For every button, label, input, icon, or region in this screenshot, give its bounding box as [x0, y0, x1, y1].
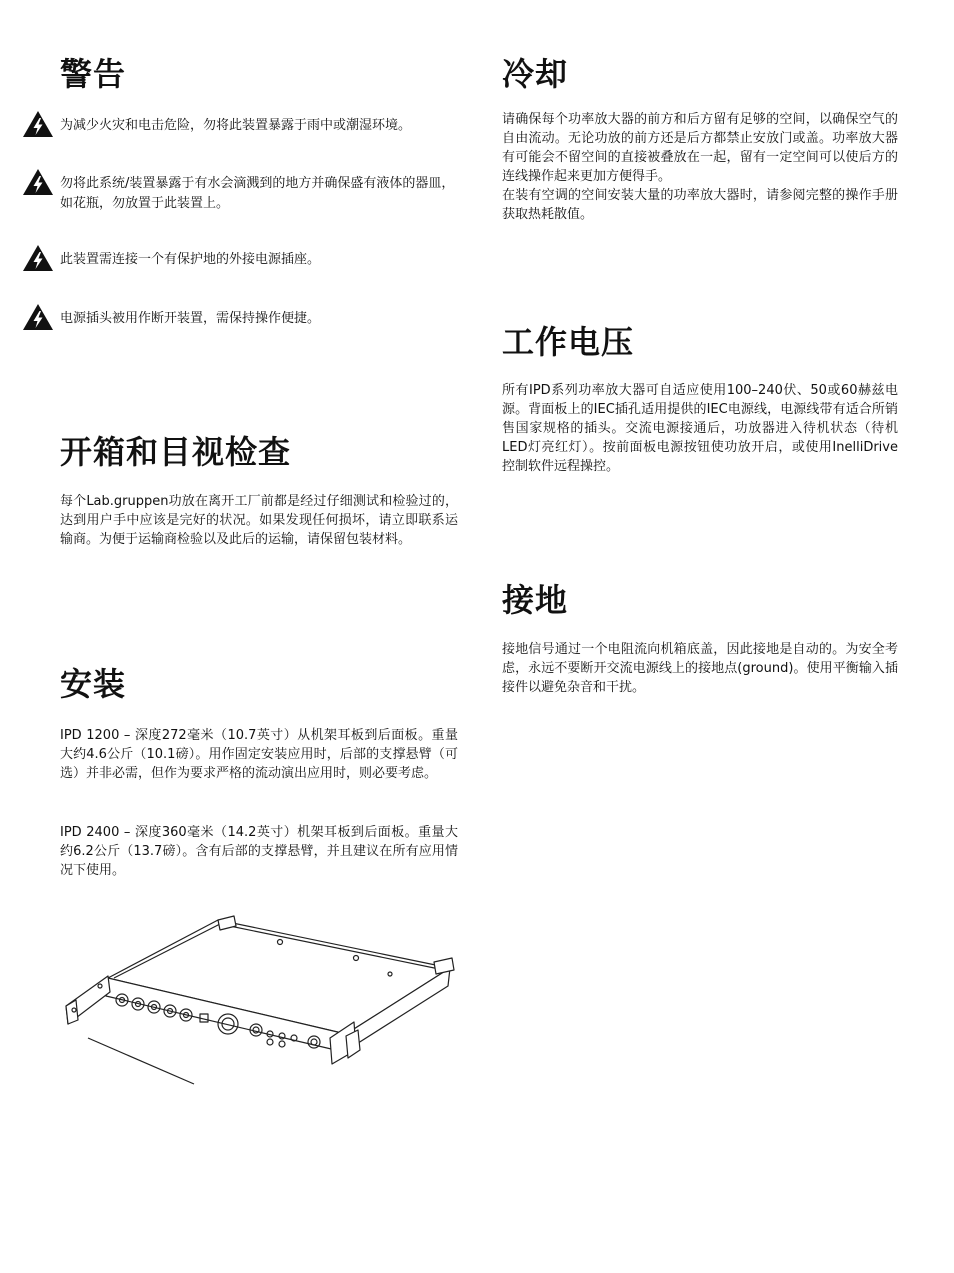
installation-para-2: IPD 2400 – 深度360毫米（14.2英寸）机架耳板到后面板。重量大约6.2公斤（13.7磅）。含有后部的支撑悬臂，并且建议在所有应用情况下使用。 [60, 825, 458, 878]
warning-text-4: 电源插头被用作断开装置，需保持操作便捷。 [60, 311, 321, 326]
warning-item-3 [22, 250, 462, 272]
cooling-heading: 冷却 [502, 55, 569, 93]
warning-heading: 警告 [60, 55, 127, 93]
grounding-heading: 接地 [502, 581, 569, 619]
warning-text-3: 此装置需连接一个有保护地的外接电源插座。 [60, 252, 321, 267]
warning-item-2 [22, 174, 462, 214]
warning-item-4 [22, 309, 462, 331]
warning-text-1: 为减少火灾和电击危险，勿将此装置暴露于雨中或潮湿环境。 [60, 118, 412, 133]
electric-warning-icon [22, 303, 54, 331]
warning-item-1 [22, 116, 462, 138]
electric-warning-icon [22, 168, 54, 196]
unpacking-body: 每个Lab.gruppen功放在离开工厂前都是经过仔细测试和检验过的，达到用户手中应该是完好的状况。如果发现任何损坏，请立即联系运输商。为便于运输商检验以及此后的运输，请保留包装材料。 [60, 494, 458, 547]
voltage-heading: 工作电压 [502, 323, 635, 361]
left-column [0, 0, 470, 1273]
cooling-para-1: 请确保每个功率放大器的前方和后方留有足够的空间，以确保空气的自由流动。无论功放的前方还是后方都禁止安放门或盖。功率放大器有可能会不留空间的直接被叠放在一起，留有一定空间可以使后方的连线操作起来更加方便得手。 [502, 112, 898, 184]
amplifier-illustration [58, 912, 462, 1090]
installation-heading: 安装 [60, 665, 127, 703]
unpacking-heading: 开箱和目视检查 [60, 433, 292, 471]
cooling-para-2: 在装有空调的空间安装大量的功率放大器时，请参阅完整的操作手册获取热耗散值。 [502, 188, 898, 222]
electric-warning-icon [22, 244, 54, 272]
voltage-body: 所有IPD系列功率放大器可自适应使用100–240伏、50或60赫兹电源。背面板上的IEC插孔适用提供的IEC电源线，电源线带有适合所销售国家规格的插头。交流电源接通后，功放器进入待机状态（待机LED灯亮红灯）。按前面板电源按钮使功放开启，或使用InelliDrive控制软件远程操控。 [502, 383, 898, 474]
electric-warning-icon [22, 110, 54, 138]
warning-text-2: 勿将此系统/装置暴露于有水会滴溅到的地方并确保盛有液体的器皿，如花瓶，勿放置于此装置上。 [60, 176, 455, 211]
grounding-body: 接地信号通过一个电阻流向机箱底盖，因此接地是自动的。为安全考虑，永远不要断开交流电源线上的接地点(ground)。使用平衡输入插接件以避免杂音和干扰。 [502, 642, 898, 695]
installation-para-1: IPD 1200 – 深度272毫米（10.7英寸）从机架耳板到后面板。重量大约4.6公斤（10.1磅）。用作固定安装应用时，后部的支撑悬臂（可选）并非必需，但作为要求严格的流动演出应用时，则必要考虑。 [60, 728, 458, 781]
right-column [477, 0, 954, 1273]
